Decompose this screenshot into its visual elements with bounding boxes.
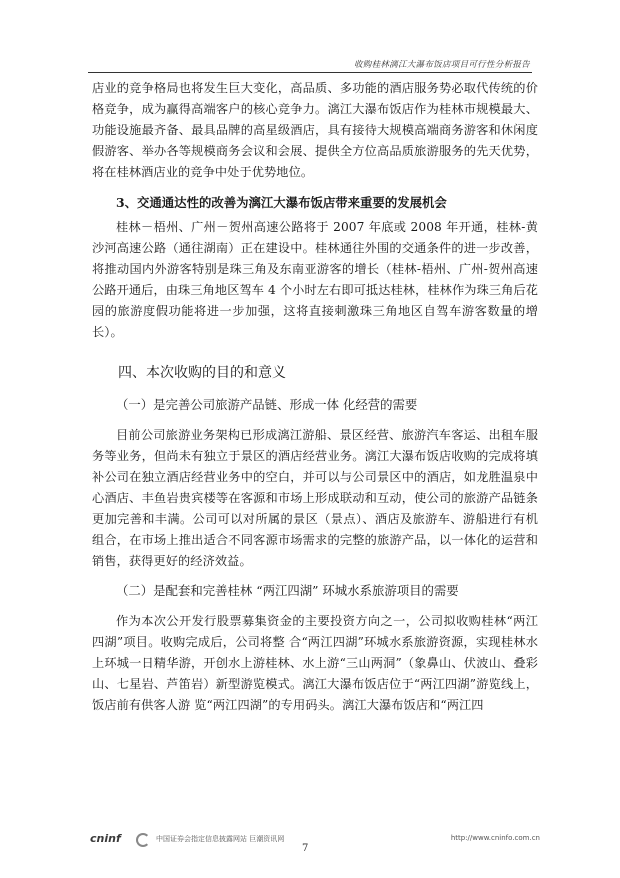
- paragraph-competition: 店业的竞争格局也将发生巨大变化，高品质、多功能的酒店服务势必取代传统的价格竞争，成为赢得高端客户的核心竞争力。漓江大瀑布饭店作为桂林市规模最大、功能设施最齐备、最具品牌的高星级酒店，具有接待大规模高端商务游客和休闲度假游客、举办各等规模商务会议和会展、提供全方位高品质旅游服务的先天优势，将在桂林酒店业的竞争中处于优势地位。: [92, 81, 538, 179]
- paragraph-transport: 桂林－梧州、广州－贺州高速公路将于 2007 年底或 2008 年开通，桂林-黄沙河高速公路（通往湖南）正在建设中。桂林通往外围的交通条件的进一步改善，将推动国内外游客特别是珠三角及东南亚游客的增长（桂林-梧州、广州-贺州高速公路开通后，由珠三角地区驾车 4 个小时左右即可抵达桂林，桂林作为珠三角后花园的旅游度假功能将进一步加强，这将直接刺激珠三角地区自驾车游客数量的增长）。: [92, 220, 538, 339]
- cninfo-logo: cninf: [90, 832, 121, 845]
- heading-product-chain: （一）是完善公司旅游产品链、形成一体 化经营的需要: [116, 397, 418, 412]
- heading-two-rivers-four-lakes: （二）是配套和完善桂林 “两江四湖” 环城水系旅游项目的需要: [116, 583, 459, 598]
- heading-transport: 3、交通通达性的改善为漓江大瀑布饭店带来重要的发展机会: [116, 195, 447, 210]
- page-number: 7: [302, 843, 309, 854]
- footer-url: http://www.cninfo.com.cn: [450, 834, 540, 842]
- cninfo-swirl-icon: [136, 833, 150, 847]
- footer-disclosure-text: 中国证券会指定信息披露网站 巨潮资讯网: [156, 835, 285, 843]
- header-rule: [88, 72, 532, 73]
- page-body: [92, 78, 538, 716]
- section-heading-purpose: 四、本次收购的目的和意义: [118, 365, 286, 381]
- paragraph-product-chain: 目前公司旅游业务架构已形成漓江游船、景区经营、旅游汽车客运、出租车服务等业务，但尚未有独立于景区的酒店经营业务。漓江大瀑布饭店收购的完成将填补公司在独立酒店经营业务中的空白，并可以与公司景区中的酒店，如龙胜温泉中心酒店、丰鱼岩贵宾楼等在客源和市场上形成联动和互动，使公司的旅游产品链条更加完善和丰满。公司可以对所属的景区（景点）、酒店及旅游车、游船进行有机组合，在市场上推出适合不同客源市场需求的完整的旅游产品，以一体化的运营和销售，获得更好的经济效益。: [92, 428, 538, 568]
- paragraph-two-rivers-four-lakes: 作为本次公开发行股票募集资金的主要投资方向之一，公司拟收购桂林“两江四湖”项目。收购完成后，公司将整 合“两江四湖”环城水系旅游资源，实现桂林水上环城一日精华游，开创水上游桂林、水上游“三山两洞”（象鼻山、伏波山、叠彩山、七星岩、芦笛岩）新型游览模式。漓江大瀑布饭店位于“两江四湖”游览线上，饭店前有供客人游 览“两江四湖”的专用码头。漓江大瀑布饭店和“两江四: [92, 614, 538, 712]
- running-header: 收购桂林漓江大瀑布饭店项目可行性分析报告: [353, 60, 530, 70]
- page-footer: [90, 832, 540, 852]
